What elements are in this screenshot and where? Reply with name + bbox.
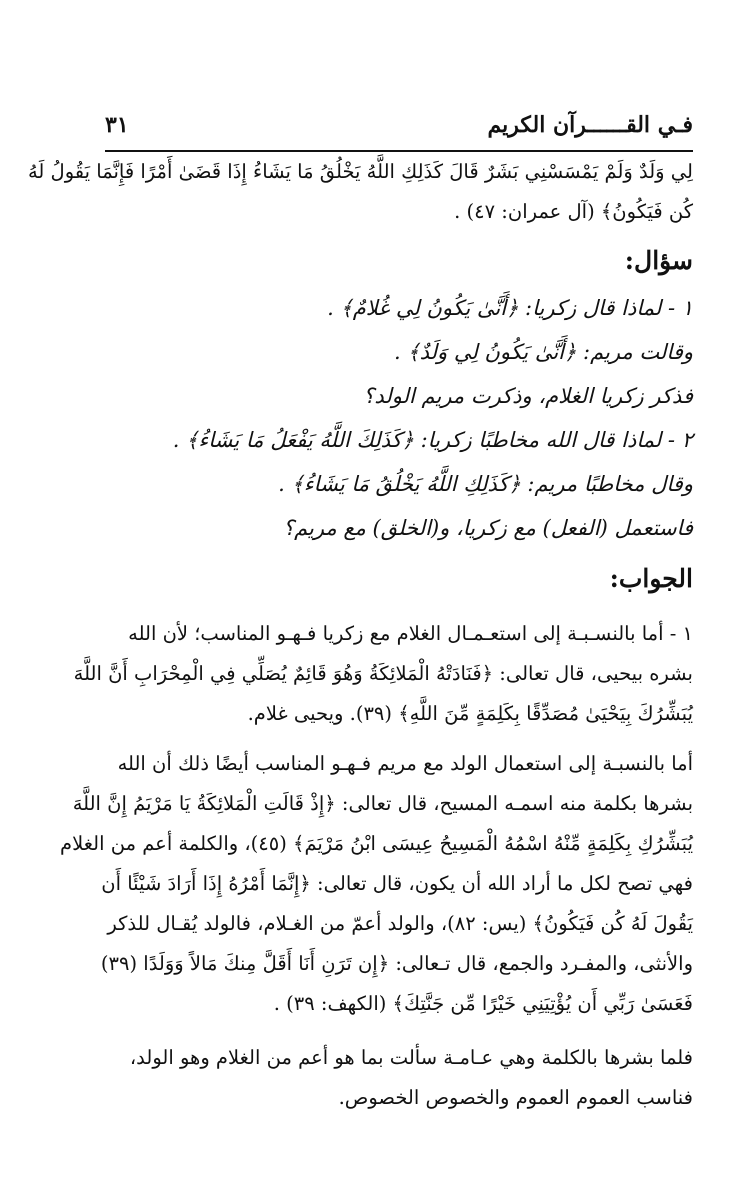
question-heading: سؤال: — [624, 246, 693, 275]
text-line: ١ - أما بالنسـبـة إلى استعـمـال الغلام مع زكريا فـهـو المناسب؛ لأن الله — [128, 622, 693, 645]
text-line: لِي وَلَدٌ وَلَمْ يَمْسَسْنِي بَشَرٌ قَالَ كَذَلِكِ اللَّهُ يَخْلُقُ مَا يَشَاءُ إِذَا قَضَىٰ أَمْرًا فَإِنَّمَا يَقُولُ لَهُ — [27, 160, 693, 183]
page-header — [105, 108, 693, 152]
text-line: فناسب العموم العموم والخصوص الخصوص. — [338, 1086, 693, 1109]
text-line: بشره بيحيى، قال تعالى: ﴿فَنَادَتْهُ الْمَلائِكَةُ وَهُوَ قَائِمٌ يُصَلِّي فِي الْمِحْرَابِ أَنَّ اللَّهَ — [73, 662, 693, 685]
text-line: أما بالنسبـة إلى استعمال الولد مع مريم فـهـو المناسب أيضًا ذلك أن الله — [117, 752, 693, 775]
text-line: يُبَشِّرُكَ بِيَحْيَىٰ مُصَدِّقًا بِكَلِمَةٍ مِّنَ اللَّهِ﴾ (٣٩). ويحيى غلام. — [247, 702, 693, 725]
question-line: ٢ - لماذا قال الله مخاطبًا زكريا: ﴿كَذَلِكَ اللَّهُ يَفْعَلُ مَا يَشَاءُ﴾ . — [172, 428, 693, 452]
text-line: فَعَسَىٰ رَبِّي أَن يُؤْتِيَنِي خَيْرًا مِّن جَنَّتِكَ﴾ (الكهف: ٣٩) . — [273, 992, 693, 1015]
text-line: كُن فَيَكُونُ﴾ (آل عمران: ٤٧) . — [454, 200, 693, 223]
answer-paragraph — [60, 744, 693, 1024]
text-line: بشرها بكلمة منه اسمـه المسيح، قال تعالى: ﴿إِذْ قَالَتِ الْمَلائِكَةُ يَا مَرْيَمُ إِنَّ اللَّهَ — [72, 792, 693, 815]
question-line: فذكر زكريا الغلام، وذكرت مريم الولد؟ — [363, 384, 693, 408]
question-line: وقال مخاطبًا مريم: ﴿كَذَلِكِ اللَّهُ يَخْلُقُ مَا يَشَاءُ﴾ . — [278, 472, 693, 496]
answer-heading: الجواب: — [609, 564, 693, 593]
page-body — [27, 152, 693, 1118]
text-line: والأنثى، والمفـرد والجمع، قال تـعالى: ﴿إِن تَرَنِ أَنَا أَقَلَّ مِنكَ مَالاً وَوَلَدًا (٣٩) — [100, 952, 693, 975]
question-line: ١ - لماذا قال زكريا: ﴿أَنَّىٰ يَكُونُ لِي غُلامٌ﴾ . — [327, 296, 693, 320]
question-line: فاستعمل (الفعل) مع زكريا، و(الخلق) مع مريم؟ — [282, 516, 693, 540]
answer-paragraph — [73, 614, 693, 734]
question-line: وقالت مريم: ﴿أَنَّىٰ يَكُونُ لِي وَلَدٌ﴾ . — [393, 340, 693, 364]
text-line: فلما بشرها بالكلمة وهي عـامـة سألت بما هو أعم من الغلام وهو الولد، — [129, 1046, 693, 1069]
text-line: يَقُولَ لَهُ كُن فَيَكُونُ﴾ (يس: ٨٢)، والولد أعمّ من الغـلام، فالولد يُقـال للذكر — [107, 912, 693, 935]
running-title: فـي القــــــرآن الكريم — [487, 112, 693, 138]
answer-paragraph — [88, 1038, 693, 1118]
text-line: فهي تصح لكل ما أراد الله أن يكون، قال تعالى: ﴿إِنَّمَا أَمْرُهُ إِذَا أَرَادَ شَيْئًا أَن — [101, 872, 693, 895]
text-line: يُبَشِّرُكِ بِكَلِمَةٍ مِّنْهُ اسْمُهُ الْمَسِيحُ عِيسَى ابْنُ مَرْيَمَ﴾ (٤٥)، والكلمة أعم من الغلام — [60, 832, 693, 855]
page-number: ٣١ — [105, 112, 129, 138]
